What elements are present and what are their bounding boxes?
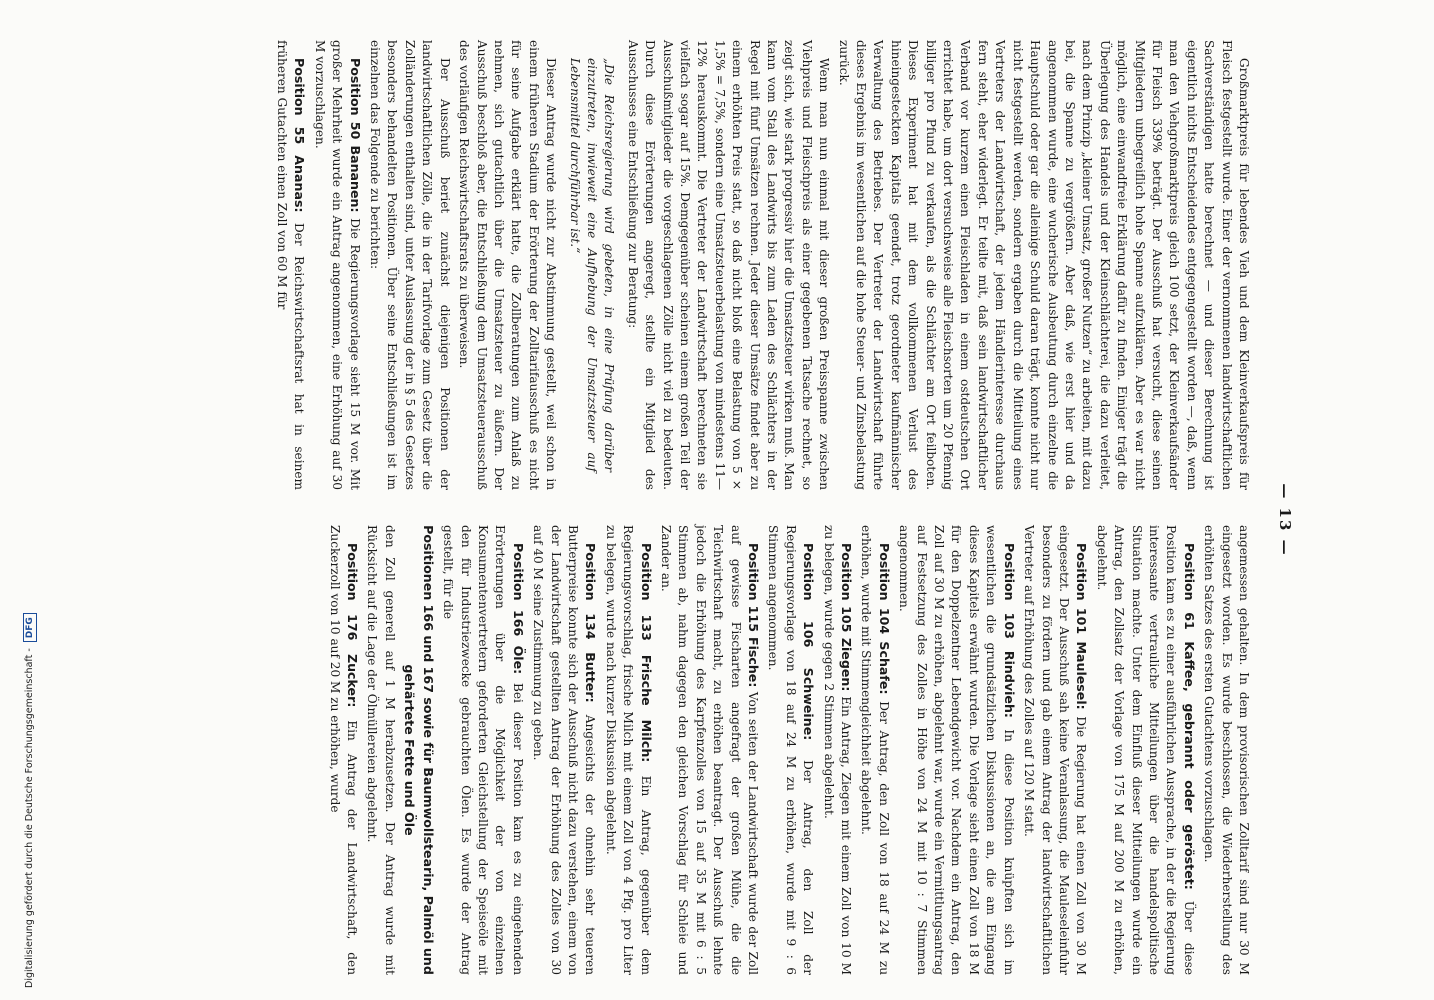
position-text: In diese Position knüpften sich im wesentlichen die grundsätzlichen Diskussionen an, die am Eingang dieses Kapitels erwähnt wurden. Die Vorlage sieht einen Zoll von 18 M für den Doppelzentner Lebendgewicht vor. Nachdem ein Antrag, den Zoll auf 30 M zu erhöhen, abgelehnt war, wurde ein Vermittlungsantrag auf Festsetzung des Zolles in Höhe von 24 M mit 10 : 7 Stimmen angenommen.: [897, 525, 1016, 975]
paragraph: Großmarktpreis für lebendes Vieh und dem Kleinverkaufspreis für Fleisch festgestellt wurde. Einer der vernommenen landwirtschaftlichen Sachverständigen hatte berechnet — und dieser Berechnung ist eigentlich nichts Entscheidendes entgegengestellt worden —, daß, wenn man den Viehgroßmarktpreis gleich 100 setzt, der Kleinverkaufsänder für Fleisch 339% beträgt. Der Ausschuß hat versucht, diese seinen Mitgliedern unbegreiflich hohe Spanne aufzuklären. Aber es war nicht möglich, eine einwandfreie Erklärung dafür zu finden. Einiger trägt die Überlegung des Handels und der Kleinschlächterei, die dazu verleitet, nach dem Prinzip „kleiner Umsatz, großer Nutzen“ zu arbeiten, mit dazu bei, die Spanne zu vergrößern. Aber daß, wie erst hier und da angenommen wurde, eine wucherische Ausbeutung durch einzelne die Hauptschuld oder gar die alleinige Schuld daran trägt, konnte nicht nur nicht festgestellt werden, sondern ergaben durch die Mitteilung eines Vertreters der Landwirtschaft, der jedem Händlerinteresse durchaus fern steht, eher widerlegt. Er teilte mit, daß sein landwirtschaftlicher Verband vor kurzem einen Fleischladen in einem ostdeutschen Ort errichtet habe, um dort versuchsweise alle Fleischsorten um 20 Pfennig billiger pro Pfund zu verkaufen, als die Schlächter am Ort feilboten. Dieses Experiment hat mit dem vollkommenen Verlust des hineingesteckten Kapitals geendet, trotz geordneter kaufmännischer Verwaltung des Betriebes. Der Vertreter der Landwirtschaft führte dieses Ergebnis im wesentlichen auf die hohe Steuer- und Zinsbelastung zurück.: [836, 40, 1251, 490]
position-entry: [857, 525, 893, 975]
position-entry: [601, 525, 654, 975]
position-text: Die Regierungsvorlage sieht 15 M vor. Mit großer Mehrheit wurde ein Antrag angenommen, eine Erhöhung auf 30 M vorzuschlagen.: [312, 40, 362, 490]
position-heading: Position 176 Zucker:: [345, 543, 361, 708]
position-text: Von seiten der Landwirtschaft wurde der Zoll auf gewisse Fischarten angefragt der großen Mühe, die die Teichwirtschaft macht, zu erhöhen beantragt. Der Ausschuß lehnte jedoch die Erhöhung des Karpfenzolles von 15 auf 35 M mit 6 : 5 Stimmen ab, nahm dagegen den gleichen Vorschlag für Schleie und Zander an.: [659, 525, 761, 975]
position-entry: [895, 525, 1018, 975]
dfg-logo: DFG: [23, 613, 37, 642]
position-heading: Position 134 Butter:: [583, 543, 599, 703]
credit-text: Digitalisierung gefördert durch die Deutsche Forschungsgemeinschaft -: [24, 648, 35, 988]
position-entry: [529, 525, 600, 975]
position-entry: [1020, 525, 1091, 975]
position-text: Der Antrag, den Zoll von 18 auf 24 M zu erhöhen, wurde mit Stimmengleichheit abgelehnt.: [859, 525, 891, 975]
position-text: Der Antrag, den Zoll der Regierungsvorlage von 18 auf 24 M zu erhöhen, wurde mit 9 : 6 Stimmen angenommen.: [766, 525, 816, 975]
position-entry: [439, 525, 527, 975]
page-content: [110, 40, 1300, 1000]
position-heading: Position 106 Schweine:: [801, 543, 817, 741]
position-heading: Position 50 Bananen:: [347, 58, 363, 213]
paragraph: Der Ausschuß beriet zunächst diejenigen Positionen der landwirtschaftlichen Zölle, die in der Tarifvorlage zum Gesetz über die Zolländerungen enthalten sind, unter Auslassung der in § 5 des Gesetzes besonders behandelten Positionen. Über seine Entschließungen ist im einzelnen das Folgende zu berichten:: [368, 40, 452, 490]
position-text: Angesichts der ohnehin sehr teueren Butterpreise konnte sich der Ausschuß nicht dazu verstehen, einem von der Landwirtschaft gestellten Antrag der Erhöhung des Zolles von 30 auf 40 M seine Zustimmung zu geben.: [531, 525, 598, 975]
position-heading: Position 55 Ananas:: [292, 58, 308, 213]
position-entry: [310, 40, 363, 490]
digitization-credit: [20, 0, 40, 1000]
position-text: Der Reichswirtschaftsrat hat in seinem früheren Gutachten einen Zoll von 60 M für: [275, 40, 307, 490]
paragraph: Dieser Antrag wurde nicht zur Abstimmung gestellt, weil schon in einem früheren Stadium der Erörterung der Zolltarifausschuß es nicht für seine Aufgabe erklärt hatte, die Zollberatungen zum Anlaß zu nehmen, sich gutachtlich über die Umsatzsteuer zu äußern. Der Ausschuß beschloß aber, die Entschließung dem Umsatzsteuerausschuß des vorläufigen Reichswirtschaftsrats zu überweisen.: [457, 40, 559, 490]
position-entry: [273, 40, 309, 490]
position-text: Über diese Position kam es zu einer ausführlichen Aussprache, in der die Regierung interessante vertrauliche Mitteilungen über die handelspolitische Situation machte. Unter dem Einfluß dieser Mitteilungen wurde ein Antrag, den Zollsatz der Vorlage von 175 M auf 200 M zu erhöhen, abgelehnt.: [1094, 525, 1196, 975]
position-entry: [657, 525, 762, 975]
position-text: Ein Antrag, gegenüber dem Regierungsvorschlag, frische Milch mit einem Zoll von 4 Pfg. pro Liter zu belegen, wurde nach kurzer Diskussion abgelehnt.: [603, 525, 653, 975]
position-heading: Position 101 Maulesel:: [1074, 543, 1090, 710]
position-heading: Position 103 Rindvieh:: [1001, 543, 1017, 718]
position-entry: [1092, 525, 1197, 975]
position-entry: [819, 525, 855, 975]
position-heading: Positionen 166 und 167 sowie für Baumwollstearin, Palmöl und gehärtete Fette und Öle: [402, 525, 436, 975]
position-heading: Position 105 Ziegen:: [839, 543, 855, 692]
position-entry: [400, 525, 437, 975]
position-heading: Position 133 Frische Milch:: [638, 543, 654, 763]
position-text: Die Regierung hat einen Zoll von 30 M eingesetzt. Der Ausschuß sah keine Veranlassung, die Mauleseleinfuhr besonders zu fördern und gab einem Antrag der landwirtschaftlichen Vertreter auf Erhöhung des Zolles auf 120 M statt.: [1022, 525, 1089, 975]
position-heading: Position 115 Fische:: [746, 543, 762, 688]
paragraph: angemessen gehalten. In dem provisorischen Zolltarif sind nur 30 M eingesetzt worden. Es wurde beschlossen, die Wiederherstellung des erhöhten Satzes des ersten Gutachtens vorzuschlagen.: [1202, 525, 1251, 975]
paragraph: Wenn man nun einmal mit dieser großen Preisspanne zwischen Viehpreis und Fleischpreis als einer gegebenen Tatsache rechnet, so zeigt sich, wie stark progressiv hier die Umsatzsteuer wirken muß. Man kann vom Stall des Landwirts bis zum Laden des Schlächters in der Regel mit fünf Umsätzen rechnen. Jeder dieser Umsätze findet aber zu einem erhöhten Preis statt, so daß nicht bloß eine Belastung von 5 × 1,5% = 7,5%, sondern eine Umsatzsteuerbelastung von mindestens 11—12% herauskommt. Die Vertreter der Landwirtschaft berechneten sie vielfach sogar auf 15%. Demgegenüber scheinen einem großen Teil der Ausschußmitglieder die vorgeschlagenen Zölle nicht viel zu bedeuten. Durch diese Erörterungen angeregt, stellte ein Mitglied des Ausschusses eine Entschließung zur Beratung:: [625, 40, 832, 490]
page-number: — 13 —: [1276, 483, 1294, 557]
position-text: Bei dieser Position kam es zu eingehenden Erörterungen über die Möglichkeit der von einzelnen Konsumentenvertretern geforderten Gleichstellung der Speiseöle mit den für Industriezwecke gebrauchten Ölen. Es wurde der Antrag gestellt, für die: [441, 525, 525, 975]
position-text: Ein Antrag der Landwirtschaft, den Zuckerzoll von 10 auf 20 M zu erhöhen, wurde: [327, 525, 360, 975]
right-column: [323, 525, 1252, 975]
resolution-quote: „Die Reichsregierung wird gebeten, in eine Prüfung darüber einzutreten, inwieweit eine Aufhebung der Umsatzsteuer auf Lebensmittel durchführbar ist.“: [567, 58, 617, 472]
position-text: Ein Antrag, Ziegen mit einem Zoll von 10 M zu belegen, wurde gegen 2 Stimmen abgelehnt.: [821, 525, 854, 975]
rotated-content-frame: [110, 40, 1300, 1000]
position-heading: Position 166 Öle:: [510, 543, 526, 675]
left-column: [271, 40, 1252, 490]
position-text: den Zoll generell auf 1 M herabzusetzen. Der Antrag wurde mit Rücksicht auf die Lage der Ölmüllereien abgelehnt.: [365, 525, 397, 975]
position-heading: Position 104 Schafe:: [876, 543, 892, 695]
position-entry: [764, 525, 817, 975]
position-heading: Position 61 Kaffee, gebrannt oder geröstet:: [1181, 543, 1197, 890]
position-entry: [325, 525, 361, 975]
